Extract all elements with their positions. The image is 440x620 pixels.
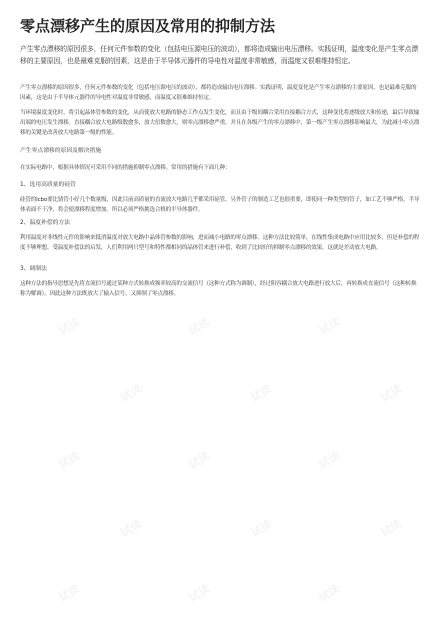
paragraph-temperature: 当环境温度变化时，将引起晶体管参数的变化，从而使放大电路的静态工作点发生变化，而且由于级间耦合采用直接耦合方式，这种变化将逐级放大和传递，最后导致输出端的电压发生漂移。直接耦合放大电路级数愈多，放大倍数愈大，则零点漂移愈严重，并且在各级产生的零点漂移中，第一级产生零点漂移影响最大，为此减小零点漂移的关键是改善放大电路第一级的性能。 bbox=[20, 110, 420, 136]
paragraph-causes: 产生零点漂移的原因很多，任何元件参数的变化（包括电压源电压的波动），都将造成输出电压漂移。实践证明，温度变化是产生零点漂移的主要原因，也是最难克服的因素，这是由于半导体元器件的导电性对温度非常敏感，而温度又很难维持恒定。 bbox=[20, 85, 417, 101]
section-heading-causes: 产生零点漂移的原因及解决措施 bbox=[20, 148, 102, 154]
watermark: 试读 bbox=[378, 517, 405, 540]
paragraph-silicon: 硅管的Icbo要比锗管小好几个数量级，因此目前高质量的直流放大电路几乎都采用硅管。另外管子的制造工艺也很重要，即使同一种类型的管子，如工艺不够严格，半导体表面不干净，将会使漂移程度增加。所以必须严格挑选合格的半导体器件。 bbox=[20, 197, 420, 213]
watermark: 试读 bbox=[186, 315, 213, 338]
watermark: 试读 bbox=[378, 382, 405, 405]
watermark: 试读 bbox=[316, 449, 343, 472]
watermark: 试读 bbox=[186, 582, 213, 605]
watermark: 试读 bbox=[186, 449, 213, 472]
section-heading-silicon: 1、选用高质量的硅管 bbox=[20, 182, 76, 188]
paragraph-measures: 在实际电路中，根据具体情况可采用不同的措施抑制零点漂移。常用的措施有下面几种： bbox=[20, 165, 231, 171]
watermark: 试读 bbox=[118, 382, 145, 405]
paragraph-intro: 产生零点漂移的原因很多，任何元件参数的变化（包括电压源电压的波动），都将造成输出电压漂移。实践证明，温度变化是产生零点漂移的主要原因，也是最难克服的因素，这是由于半导体元器件的导电性对温度非常敏感，而温度又很难维持恒定。 bbox=[20, 45, 418, 65]
page-title: 零点漂移产生的原因及常用的抑制方法 bbox=[20, 17, 276, 35]
watermark: 试读 bbox=[248, 517, 275, 540]
paragraph-compensation: 利用温度对非线性元件的影响来抵消温度对放大电路中晶体管参数的影响，进而减小电路的零点漂移。这种方法比较简单，在线性集成电路中应用比较多，但是补偿的程度不够理想。受温度补偿法的启发，人们利用两只型号和特性都相同的晶体管来进行补偿，收到了比较好的抑制零点漂移的效果，这就是差动放大电路。 bbox=[20, 235, 420, 251]
watermark: 试读 bbox=[56, 449, 83, 472]
watermark: 试读 bbox=[56, 315, 83, 338]
watermark: 试读 bbox=[56, 582, 83, 605]
watermark: 试读 bbox=[248, 382, 275, 405]
section-heading-compensation: 2、温度补偿的方法 bbox=[20, 220, 71, 226]
paragraph-modulation: 这种方法的指导思想是先将直流信号通过某种方式转换成频率较高的交流信号（这种方式称为调制），经过阻容耦合放大电路进行放大后，再转换成直流信号（这种转换称为解调）。因此这种方法既放大了输入信号，又抑制了零点漂移。 bbox=[20, 281, 417, 297]
watermark: 试读 bbox=[316, 582, 343, 605]
watermark: 试读 bbox=[118, 517, 145, 540]
section-heading-modulation: 3、调制法 bbox=[20, 266, 47, 272]
watermark: 试读 bbox=[316, 315, 343, 338]
